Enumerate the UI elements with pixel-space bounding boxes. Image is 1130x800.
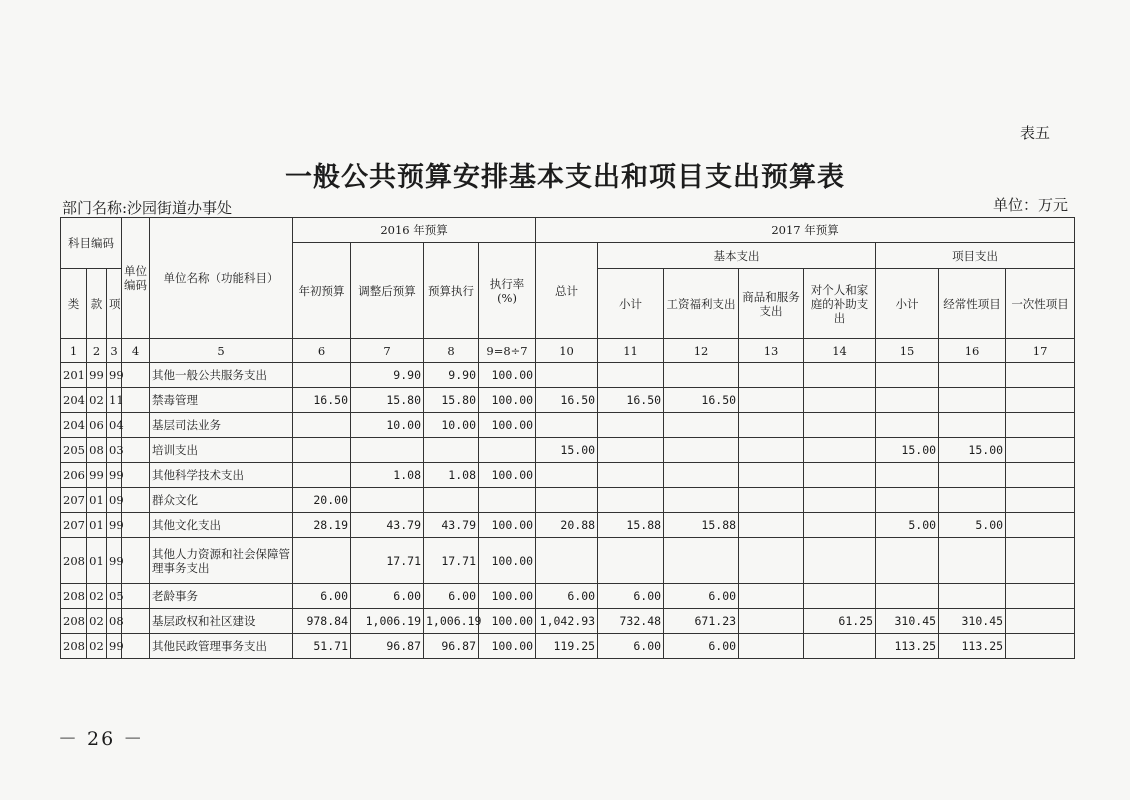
col-number: 15 — [876, 339, 939, 363]
amount-cell: 113.25 — [939, 634, 1006, 659]
amount-cell: 5.00 — [876, 513, 939, 538]
one-time-project-header: 一次性项目 — [1006, 269, 1075, 339]
amount-cell — [424, 438, 479, 463]
amount-cell — [664, 538, 739, 584]
subject-code-cell: 208 — [61, 538, 87, 584]
unit-name-cell: 基层政权和社区建设 — [150, 609, 293, 634]
amount-cell: 100.00 — [479, 513, 536, 538]
amount-cell — [739, 634, 804, 659]
amount-cell: 43.79 — [351, 513, 424, 538]
amount-cell: 96.87 — [424, 634, 479, 659]
unit-code-cell — [122, 463, 150, 488]
amount-cell: 15.88 — [598, 513, 664, 538]
unit-code-cell — [122, 609, 150, 634]
table-row — [61, 363, 1075, 388]
amount-cell: 15.80 — [424, 388, 479, 413]
col-number: 6 — [293, 339, 351, 363]
amount-cell — [804, 488, 876, 513]
amount-cell — [804, 463, 876, 488]
col-number: 13 — [739, 339, 804, 363]
subject-code-cell: 99 — [87, 463, 107, 488]
unit-name-cell: 其他文化支出 — [150, 513, 293, 538]
subject-code-cell: 201 — [61, 363, 87, 388]
subject-code-cell: 208 — [61, 584, 87, 609]
unit-name-cell: 其他科学技术支出 — [150, 463, 293, 488]
subject-code-cell: 08 — [107, 609, 122, 634]
amount-cell — [876, 463, 939, 488]
unit-code-cell — [122, 438, 150, 463]
table-row — [61, 413, 1075, 438]
amount-cell — [876, 388, 939, 413]
amount-cell: 100.00 — [479, 538, 536, 584]
amount-cell — [804, 363, 876, 388]
subject-code-cell: 204 — [61, 388, 87, 413]
subject-code-cell: 99 — [87, 363, 107, 388]
amount-cell: 100.00 — [479, 584, 536, 609]
subject-code-cell: 02 — [87, 388, 107, 413]
amount-cell: 1.08 — [351, 463, 424, 488]
budget-2017-header: 2017 年预算 — [536, 218, 1075, 243]
unit-code-header: 单位编码 — [122, 218, 150, 339]
unit-code-cell — [122, 388, 150, 413]
amount-cell: 100.00 — [479, 463, 536, 488]
amount-cell — [293, 538, 351, 584]
amount-cell — [1006, 513, 1075, 538]
amount-cell: 61.25 — [804, 609, 876, 634]
budget-table — [60, 217, 1075, 659]
unit-name-cell: 禁毒管理 — [150, 388, 293, 413]
amount-cell — [536, 538, 598, 584]
amount-cell: 6.00 — [424, 584, 479, 609]
amount-cell — [739, 388, 804, 413]
amount-cell — [293, 463, 351, 488]
subject-code-cell: 01 — [87, 538, 107, 584]
amount-cell — [876, 488, 939, 513]
amount-cell — [939, 363, 1006, 388]
amount-cell: 51.71 — [293, 634, 351, 659]
amount-cell — [598, 538, 664, 584]
amount-cell: 15.00 — [536, 438, 598, 463]
amount-cell — [664, 488, 739, 513]
amount-cell — [1006, 538, 1075, 584]
amount-cell — [804, 438, 876, 463]
amount-cell — [739, 488, 804, 513]
col-number: 16 — [939, 339, 1006, 363]
page-title: 一般公共预算安排基本支出和项目支出预算表 — [285, 162, 845, 193]
col-number: 12 — [664, 339, 739, 363]
amount-cell — [804, 634, 876, 659]
amount-cell — [876, 413, 939, 438]
unit-name-header: 单位名称（功能科目） — [150, 218, 293, 339]
amount-cell — [598, 413, 664, 438]
col-number: 3 — [107, 339, 122, 363]
amount-cell — [739, 584, 804, 609]
amount-cell — [939, 388, 1006, 413]
amount-cell: 100.00 — [479, 413, 536, 438]
amount-cell — [536, 463, 598, 488]
amount-cell — [664, 438, 739, 463]
budget-execution-header: 预算执行 — [424, 243, 479, 339]
table-row — [61, 584, 1075, 609]
amount-cell: 6.00 — [598, 634, 664, 659]
amount-cell — [1006, 413, 1075, 438]
amount-cell: 15.80 — [351, 388, 424, 413]
amount-cell — [739, 538, 804, 584]
amount-cell — [939, 488, 1006, 513]
amount-cell: 6.00 — [536, 584, 598, 609]
amount-cell — [876, 538, 939, 584]
amount-cell — [804, 584, 876, 609]
amount-cell — [664, 413, 739, 438]
amount-cell: 96.87 — [351, 634, 424, 659]
amount-cell: 978.84 — [293, 609, 351, 634]
amount-cell: 15.00 — [939, 438, 1006, 463]
table-row — [61, 463, 1075, 488]
subject-code-cell: 02 — [87, 584, 107, 609]
amount-cell — [479, 488, 536, 513]
amount-cell — [739, 513, 804, 538]
amount-cell — [876, 584, 939, 609]
amount-cell — [1006, 634, 1075, 659]
section-header: 款 — [87, 269, 107, 339]
amount-cell: 1,006.19 — [351, 609, 424, 634]
amount-cell: 6.00 — [598, 584, 664, 609]
subject-code-cell: 03 — [107, 438, 122, 463]
amount-cell — [293, 438, 351, 463]
amount-cell: 16.50 — [536, 388, 598, 413]
unit-code-cell — [122, 584, 150, 609]
col-number: 1 — [61, 339, 87, 363]
table-row — [61, 488, 1075, 513]
table-row — [61, 538, 1075, 584]
table-row — [61, 438, 1075, 463]
page-number: － 26 － — [58, 728, 145, 750]
amount-cell: 310.45 — [939, 609, 1006, 634]
amount-cell: 119.25 — [536, 634, 598, 659]
wages-benefits-header: 工资福利支出 — [664, 269, 739, 339]
amount-cell: 6.00 — [664, 634, 739, 659]
amount-cell — [804, 413, 876, 438]
subject-code-cell: 01 — [87, 513, 107, 538]
subject-code-cell: 208 — [61, 634, 87, 659]
subject-code-cell: 11 — [107, 388, 122, 413]
table-row — [61, 609, 1075, 634]
subject-code-cell: 207 — [61, 488, 87, 513]
execution-rate-header: 执行率(%) — [479, 243, 536, 339]
amount-cell — [1006, 584, 1075, 609]
amount-cell — [536, 488, 598, 513]
amount-cell — [1006, 388, 1075, 413]
amount-cell — [939, 413, 1006, 438]
amount-cell: 43.79 — [424, 513, 479, 538]
amount-cell — [664, 463, 739, 488]
budget-2016-header: 2016 年预算 — [293, 218, 536, 243]
amount-cell — [1006, 363, 1075, 388]
amount-cell: 1,006.19 — [424, 609, 479, 634]
amount-cell — [293, 413, 351, 438]
amount-cell — [739, 463, 804, 488]
class-header: 类 — [61, 269, 87, 339]
unit-code-cell — [122, 413, 150, 438]
amount-cell: 20.88 — [536, 513, 598, 538]
col-number: 9=8÷7 — [479, 339, 536, 363]
col-number: 8 — [424, 339, 479, 363]
amount-cell — [598, 363, 664, 388]
amount-cell — [351, 488, 424, 513]
col-number: 7 — [351, 339, 424, 363]
unit-name-cell: 老龄事务 — [150, 584, 293, 609]
amount-cell: 1.08 — [424, 463, 479, 488]
subject-code-cell: 99 — [107, 538, 122, 584]
table-row — [61, 388, 1075, 413]
subject-code-cell: 06 — [87, 413, 107, 438]
amount-cell: 9.90 — [424, 363, 479, 388]
col-number: 10 — [536, 339, 598, 363]
amount-cell: 1,042.93 — [536, 609, 598, 634]
amount-cell — [664, 363, 739, 388]
department-name: 部门名称:沙园街道办事处 — [62, 199, 233, 217]
amount-cell — [1006, 463, 1075, 488]
subject-code-cell: 05 — [107, 584, 122, 609]
amount-cell — [739, 363, 804, 388]
amount-cell — [804, 388, 876, 413]
amount-cell: 100.00 — [479, 388, 536, 413]
amount-cell: 16.50 — [664, 388, 739, 413]
amount-cell: 100.00 — [479, 634, 536, 659]
adjusted-budget-header: 调整后预算 — [351, 243, 424, 339]
amount-cell: 10.00 — [351, 413, 424, 438]
subject-code-cell: 09 — [107, 488, 122, 513]
amount-cell: 100.00 — [479, 363, 536, 388]
amount-cell — [739, 413, 804, 438]
basic-subtotal-header: 小计 — [598, 269, 664, 339]
column-number-row — [61, 339, 1075, 363]
header-row-1 — [61, 218, 1075, 243]
subject-code-cell: 204 — [61, 413, 87, 438]
subject-code-cell: 206 — [61, 463, 87, 488]
unit-code-cell — [122, 634, 150, 659]
col-number: 2 — [87, 339, 107, 363]
unit-label: 单位：万元 — [992, 196, 1068, 214]
amount-cell: 16.50 — [293, 388, 351, 413]
amount-cell: 10.00 — [424, 413, 479, 438]
table-row — [61, 634, 1075, 659]
initial-budget-header: 年初预算 — [293, 243, 351, 339]
subject-code-cell: 02 — [87, 634, 107, 659]
unit-code-cell — [122, 538, 150, 584]
subject-code-cell: 205 — [61, 438, 87, 463]
amount-cell: 732.48 — [598, 609, 664, 634]
unit-name-cell: 培训支出 — [150, 438, 293, 463]
amount-cell: 17.71 — [424, 538, 479, 584]
amount-cell: 6.00 — [351, 584, 424, 609]
item-header: 项 — [107, 269, 122, 339]
amount-cell — [804, 513, 876, 538]
amount-cell: 15.00 — [876, 438, 939, 463]
amount-cell — [876, 363, 939, 388]
subject-code-cell: 99 — [107, 463, 122, 488]
goods-services-header: 商品和服务支出 — [739, 269, 804, 339]
unit-name-cell: 其他一般公共服务支出 — [150, 363, 293, 388]
subject-code-cell: 208 — [61, 609, 87, 634]
amount-cell — [1006, 488, 1075, 513]
subject-code-cell: 08 — [87, 438, 107, 463]
unit-name-cell: 基层司法业务 — [150, 413, 293, 438]
amount-cell — [1006, 609, 1075, 634]
amount-cell — [424, 488, 479, 513]
total-header: 总计 — [536, 243, 598, 339]
amount-cell — [939, 538, 1006, 584]
amount-cell — [939, 463, 1006, 488]
amount-cell — [598, 438, 664, 463]
unit-name-cell: 其他民政管理事务支出 — [150, 634, 293, 659]
amount-cell — [598, 463, 664, 488]
amount-cell — [536, 363, 598, 388]
subject-code-cell: 207 — [61, 513, 87, 538]
subject-code-cell: 01 — [87, 488, 107, 513]
amount-cell — [739, 609, 804, 634]
amount-cell: 17.71 — [351, 538, 424, 584]
amount-cell — [351, 438, 424, 463]
amount-cell: 6.00 — [664, 584, 739, 609]
table-tag: 表五 — [1019, 124, 1050, 142]
unit-name-cell: 群众文化 — [150, 488, 293, 513]
amount-cell: 5.00 — [939, 513, 1006, 538]
amount-cell: 28.19 — [293, 513, 351, 538]
amount-cell — [939, 584, 1006, 609]
col-number: 4 — [122, 339, 150, 363]
basic-expense-header: 基本支出 — [598, 243, 876, 269]
amount-cell: 100.00 — [479, 609, 536, 634]
subject-code-cell: 99 — [107, 363, 122, 388]
amount-cell — [536, 413, 598, 438]
project-expense-header: 项目支出 — [876, 243, 1075, 269]
amount-cell: 6.00 — [293, 584, 351, 609]
amount-cell: 15.88 — [664, 513, 739, 538]
amount-cell: 9.90 — [351, 363, 424, 388]
subject-code-header: 科目编码 — [61, 218, 122, 269]
amount-cell — [598, 488, 664, 513]
subject-code-cell: 99 — [107, 634, 122, 659]
col-number: 5 — [150, 339, 293, 363]
col-number: 11 — [598, 339, 664, 363]
col-number: 17 — [1006, 339, 1075, 363]
subject-code-cell: 99 — [107, 513, 122, 538]
subject-code-cell: 02 — [87, 609, 107, 634]
amount-cell: 310.45 — [876, 609, 939, 634]
amount-cell: 20.00 — [293, 488, 351, 513]
table-body — [61, 363, 1075, 659]
amount-cell — [1006, 438, 1075, 463]
unit-code-cell — [122, 363, 150, 388]
col-number: 14 — [804, 339, 876, 363]
table-row — [61, 513, 1075, 538]
unit-code-cell — [122, 513, 150, 538]
subject-code-cell: 04 — [107, 413, 122, 438]
amount-cell — [293, 363, 351, 388]
amount-cell: 671.23 — [664, 609, 739, 634]
amount-cell — [739, 438, 804, 463]
project-subtotal-header: 小计 — [876, 269, 939, 339]
amount-cell — [804, 538, 876, 584]
amount-cell: 113.25 — [876, 634, 939, 659]
recurring-project-header: 经常性项目 — [939, 269, 1006, 339]
amount-cell — [479, 438, 536, 463]
subsidies-header: 对个人和家庭的补助支出 — [804, 269, 876, 339]
amount-cell: 16.50 — [598, 388, 664, 413]
unit-name-cell: 其他人力资源和社会保障管理事务支出 — [150, 538, 293, 584]
unit-code-cell — [122, 488, 150, 513]
